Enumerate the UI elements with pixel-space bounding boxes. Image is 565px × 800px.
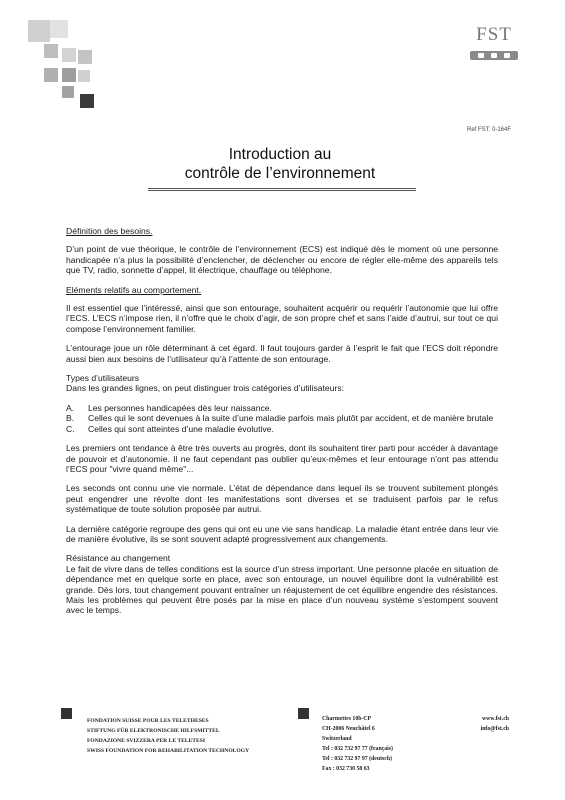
page-footer: [55, 708, 515, 788]
list-item: [66, 413, 498, 423]
postal-address: [322, 714, 393, 774]
list-marker: B.: [66, 413, 75, 424]
paragraph: Le fait de vivre dans de telles conditions est la source d’un stress important. Une personne placée en situation de dépendance met en quelque sorte en place, avec son entourage, un nouvel équilibre dont la vulnérabilité est grande. Dès lors, tout changement pouvant entraîner un réajustement de cet équilibre engendre des résistances. Mais les problèmes qui peuvent être posés par la mise en place d’un nouveau système s’estompent souvent avec le temps.: [66, 563, 498, 616]
foundation-name-de: STIFTUNG FÜR ELEKTRONISCHE HILFSMITTEL: [87, 728, 220, 734]
list-item: [66, 403, 498, 413]
paragraph: Il est essentiel que l’intéressé, ainsi que son entourage, souhaitent acquérir ou requérir l’autonomie que lui offre l’ECS. L’ECS n’impose rien, il n’offre que le choix d’agir, de son propre chef et sans l’aide d’autrui, sur tout ce qui compose l’environnement familier.: [66, 303, 498, 334]
foundation-names: [87, 716, 249, 756]
paragraph: D’un point de vue théorique, le contrôle de l’environnement (ECS) est indiqué dès le moment où une personne handicapée n’a plus la possibilité d’enclencher, de déclencher ou encore de régler elle-même des appareils tels que TV, radio, sonnette d’appel, lit électrique, chauffage ou téléphone.: [66, 244, 498, 276]
paragraph: L’entourage joue un rôle déterminant à cet égard. Il faut toujours garder à l’esprit le fait que l’ECS doit répondre aussi bien aux besoins de l’utilisateur qu’à l’attente de son entourage.: [66, 343, 498, 364]
page-title: [60, 145, 500, 183]
section-heading-definition: Définition des besoins.: [66, 226, 153, 236]
user-types-list: [66, 403, 498, 434]
list-marker: C.: [66, 423, 75, 434]
logo-bar: [470, 51, 518, 60]
web-contact: [481, 714, 509, 734]
phone-fr: Tel : 032 732 97 77 (français): [322, 746, 393, 752]
list-marker: A.: [66, 402, 75, 413]
footer-square: [298, 708, 309, 719]
foundation-name-fr: FONDATION SUISSE POUR LES TELETHESES: [87, 718, 209, 724]
fst-logo: [466, 24, 522, 68]
foundation-name-it: FONDAZIONE SVIZZERA PER LE TELETESI: [87, 738, 206, 744]
paragraph: Dans les grandes lignes, on peut distinguer trois catégories d’utilisateurs:: [66, 383, 345, 394]
paragraph: La dernière catégorie regroupe des gens qui ont eu une vie sans handicap. La maladie étant entrée dans leur vie de manière évolutive, ils se sont souvent adapté progressivement aux changements.: [66, 523, 498, 544]
reference-number: Ref FST: 0-164F: [466, 127, 511, 133]
list-text: Les personnes handicapées dès leur naissance.: [88, 402, 272, 413]
paragraph: Les seconds ont connu une vie normale. L’état de dépendance dans lequel ils se trouvent subitement plongés peut engendrer une révolte dont les manifestations sont diverses et se traduisent parfois par le refus systématique de toute solution proposée par autrui.: [66, 483, 498, 515]
section-heading-behaviour: Eléments relatifs au comportement.: [66, 284, 202, 295]
address-line: Charmettes 10b-CP: [322, 716, 372, 722]
logo-text: FST: [476, 24, 512, 45]
phone-de: Tel : 032 732 97 97 (deutsch): [322, 756, 392, 762]
paragraph: Les premiers ont tendance à être très ouverts au progrès, dont ils souhaitent tirer parti pour accéder à davantage de pouvoir et d’autonomie. Il ne faut cependant pas oublier qu’eux-mêmes et leur entourage n’ont pas attendu l’ECS pour "vivre quand même"...: [66, 443, 498, 474]
list-text: Celles qui le sont devenues à la suite d’une maladie parfois mais plutôt par accident, et de manière brutale: [88, 413, 494, 424]
address-line: CH-2006 Neuchâtel 6: [322, 726, 375, 732]
title-line-1: Introduction au: [228, 146, 332, 163]
section-heading-user-types: Types d’utilisateurs: [66, 373, 140, 384]
section-heading-resistance: Résistance au changement: [66, 553, 171, 564]
website-link[interactable]: www.fst.ch: [481, 716, 509, 722]
fax: Fax : 032 730 58 63: [322, 766, 370, 772]
address-line: Switzerland: [322, 736, 352, 742]
footer-square: [61, 708, 72, 719]
list-text: Celles qui sont atteintes d’une maladie évolutive.: [88, 423, 274, 434]
foundation-name-en: SWISS FOUNDATION FOR REHABILITATION TECHNOLOGY: [87, 748, 250, 754]
decorative-square-mosaic: [28, 20, 98, 110]
list-item: [66, 424, 498, 434]
document-body: [66, 226, 498, 625]
title-line-2: contrôle de l’environnement: [184, 165, 376, 182]
email-link[interactable]: info@fst.ch: [480, 726, 509, 732]
title-underline: [148, 188, 416, 191]
